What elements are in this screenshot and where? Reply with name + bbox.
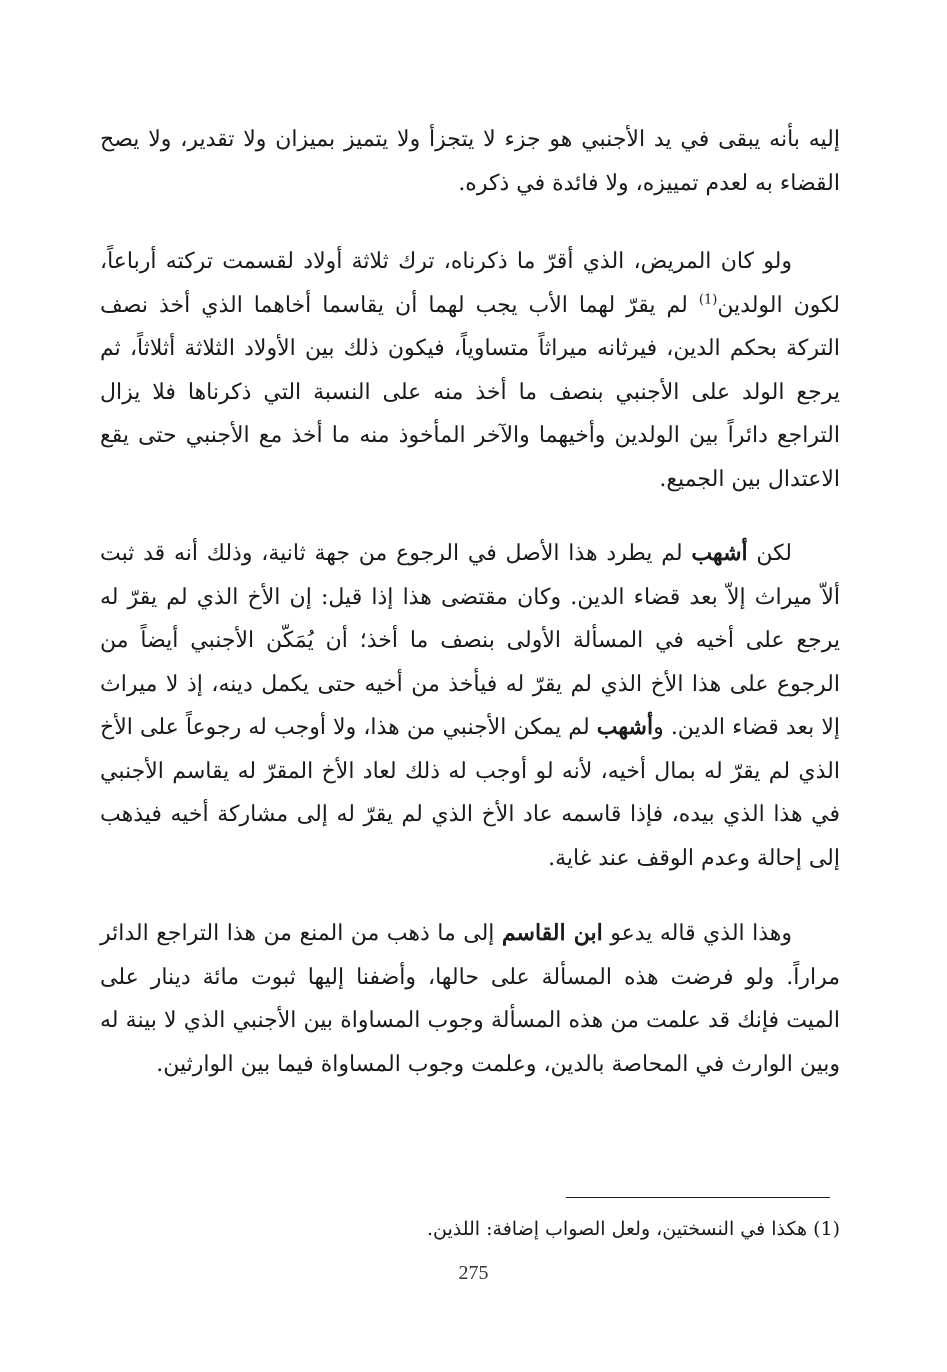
footnote-number: (1) [813,1218,840,1240]
paragraph-2-text-b: لم يقرّ لهما الأب يجب لهما أن يقاسما أخاهما الذي أخذ نصف التركة بحكم الدين، فيرثانه ميراثاً متساوياً، فيكون ذلك بين الأولاد الثلاثة أثلاثاً، ثم يرجع الولد على الأجنبي بنصف ما أخذ منه على النسبة التي ذكرناها فلا يزال التراجع دائراً بين الولدين وأخيهما والآخر المأخوذ منه ما أخذ مع الأجنبي حتى يقع الاعتدال بين الجميع. [100,292,840,492]
footnote-reference: (1) [698,292,718,308]
paragraph-2-text-a: ولو كان المريض، الذي أقرّ ما ذكرناه، ترك ثلاثة أولاد لقسمت تركته أرباعاً، لكون الولدين [100,249,840,318]
paragraph-3-text-b: لم يطرد هذا الأصل في الرجوع من جهة ثانية، وذلك أنه قد ثبت ألاّ ميراث إلاّ بعد قضاء الدين. وكان مقتضى هذا إذا قيل: إن الأخ الذي لم يقرّ له يرجع على أخيه في المسألة الأولى بنصف ما أخذ؛ أن يُمَكّن الأجنبي أيضاً من الرجوع على هذا الأخ الذي لم يقرّ له فيأخذ من أخيه حتى يكمل دينه، إذ لا ميراث إلا بعد قضاء الدين. و [100,541,840,740]
paragraph-4-text-b: إلى ما ذهب من المنع من هذا التراجع الدائر مراراً. ولو فرضت هذه المسألة على حالها، وأضفنا إليها ثبوت مائة دينار على الميت فإنك قد علمت من هذه المسألة وجوب المساواة بين الأجنبي الذي لا بينة له وبين الوارث في المحاصة بالدين، وعلمت وجوب المساواة فيما بين الوارثين. [100,921,840,1077]
paragraph-3-text-c: لم يمكن الأجنبي من هذا، ولا أوجب له رجوعاً على الأخ الذي لم يقرّ له بمال أخيه، لأنه لو أوجب له ذلك لعاد الأخ المقرّ له يقاسم الأجنبي في هذا الذي بيده، فإذا قاسمه عاد الأخ الذي لم يقرّ له إلى مشاركة أخيه فيذهب إلى إحالة وعدم الوقف عند غاية. [100,715,840,871]
name-ashhab-2: أشهب [596,714,654,740]
footnote-separator [566,1197,830,1198]
paragraph-1-text: إليه بأنه يبقى في يد الأجنبي هو جزء لا يتجزأ ولا يتميز بميزان ولا تقدير، ولا يصح القضاء به لعدم تمييزه، ولا فائدة في ذكره. [100,127,840,196]
paragraph-3-text-a: لكن [747,541,792,566]
footnote-text: هكذا في النسختين، ولعل الصواب إضافة: اللذين. [426,1218,808,1240]
footnote [300,1212,840,1246]
paragraph-2 [100,240,840,501]
paragraph-4-text-a: وهذا الذي قاله يدعو [602,921,793,946]
name-ibn-al-qasim: ابن القاسم [501,920,603,946]
name-ashhab: أشهب [691,540,748,566]
paragraph-4 [100,912,840,1086]
page-number: 275 [458,1262,489,1284]
paragraph-1 [100,118,840,205]
paragraph-3 [100,532,840,880]
